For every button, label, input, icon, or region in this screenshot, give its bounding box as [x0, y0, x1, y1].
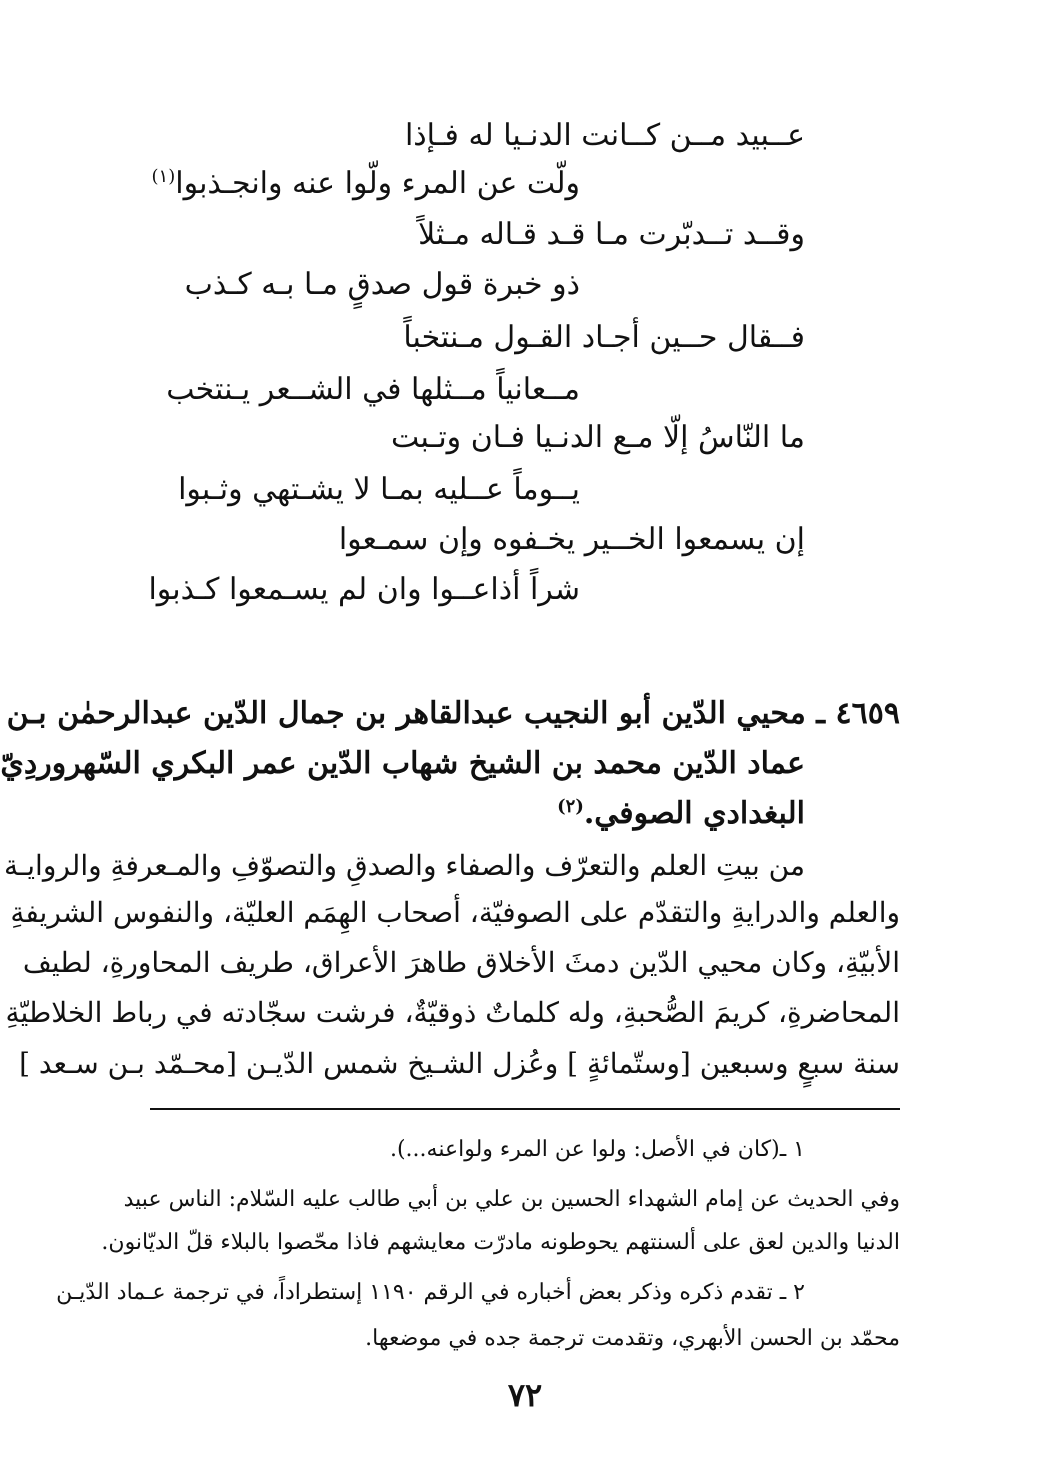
body-line: المحاضرةِ، كريمَ الصُّحبةِ، وله كلماتٌ ذوقيّةٌ، فرشت سجّادته في رباط الخلاطيّةِ	[5, 996, 900, 1029]
body-line: الأبيّةِ، وكان محيي الدّين دمثَ الأخلاق طاهرَ الأعراق، طريف المحاورةِ، لطيف	[22, 946, 900, 979]
page-number: ٧٢	[507, 1376, 543, 1414]
heading-line: ٤٦٥٩ ـ محيي الدّين أبو النجيب عبدالقاهر بن جمال الدّين عبدالرحمٰن بـن	[6, 696, 900, 731]
heading-line: عماد الدّين محمد بن الشيخ شهاب الدّين عمر البكري السّهروردِيّ	[0, 746, 805, 781]
poem-line: مــعانياً مــثلها في الشــعر يـنتخب	[166, 372, 580, 407]
poem-line: عــبيد مــن كــانت الدنـيا له فـإذا	[404, 118, 805, 153]
footnote-line: ٢ ـ تقدم ذكره وذكر بعض أخباره في الرقم ١١٩٠ إستطراداً، في ترجمة عـماد الدّيـن	[56, 1280, 805, 1305]
heading-line: البغدادي الصوفي.$^{(٢)}$	[557, 796, 805, 831]
footnote-line: الدنيا والدين لعق على ألسنتهم يحوطونه مادرّت معايشهم فاذا محّصوا بالبلاء قلّ الديّانون.	[101, 1230, 900, 1255]
poem-line: يــوماً عــليه بمـا لا يشـتهي وثـبوا	[178, 472, 580, 507]
poem-line: إن يسمعوا الخــير يخـفوه وإن سمـعوا	[338, 522, 805, 557]
body-line: من بيتِ العلم والتعرّف والصفاء والصدقِ والتصوّفِ والمـعرفةِ والروايـة	[4, 849, 805, 882]
footnote-line: ١ ـ(كان في الأصل: ولوا عن المرء ولواعنه...).	[389, 1137, 805, 1162]
body-line: سنة سبعٍ وسبعين [وستّمائةٍ ] وعُزل الشـيخ شمس الدّيـن [محـمّد بـن سـعد ]	[19, 1047, 900, 1080]
footnote-divider	[150, 1108, 900, 1110]
footnote-marker: (١)	[151, 166, 176, 187]
poem-line: ذو خبرة قول صدقٍ مـا بـه كـذب	[184, 267, 580, 302]
poem-line: ولّت عن المرء ولّوا عنه وانجـذبوا$^{(١)}$	[151, 166, 580, 201]
footnote-marker: (٢)	[557, 796, 584, 817]
poem-line: ما النّاسُ إلّا مـع الدنـيا فـان وتـبت	[391, 420, 805, 455]
poem-line: شراً أذاعــوا وان لم يسـمعوا كـذبوا	[148, 572, 580, 607]
footnote-line: وفي الحديث عن إمام الشهداء الحسين بن علي بن أبي طالب عليه السّلام: الناس عبيد	[123, 1187, 900, 1212]
poem-line: وقــد تــدبّرت مـا قـد قـاله مـثلاً	[418, 217, 805, 252]
body-line: والعلم والدرايةِ والتقدّم على الصوفيّة، أصحاب الهِمَم العليّة، والنفوس الشريفةِ	[10, 896, 900, 929]
poem-line: فــقال حــين أجـاد القـول مـنتخباً	[403, 320, 805, 355]
footnote-line: محمّد بن الحسن الأبهري، وتقدمت ترجمة جده في موضعها.	[365, 1326, 900, 1351]
